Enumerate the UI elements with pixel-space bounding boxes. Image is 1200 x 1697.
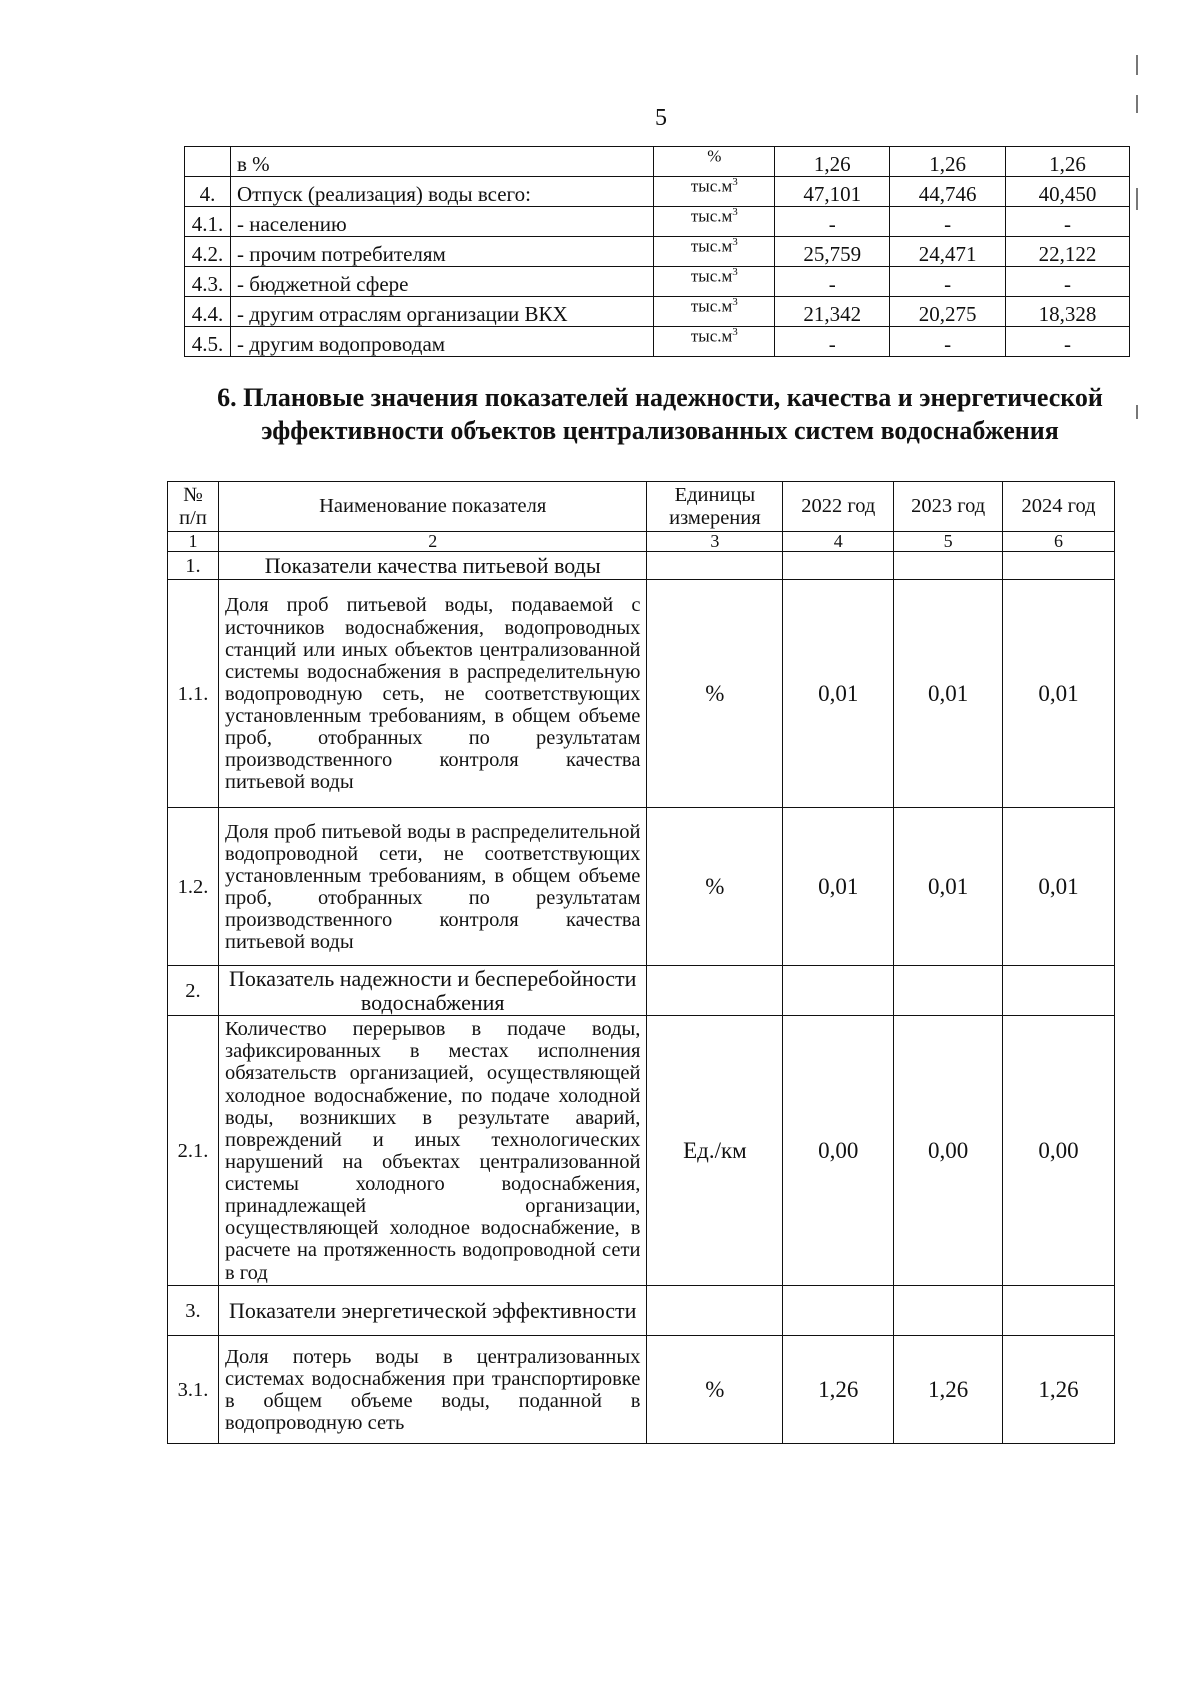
- indicator-name: Доля проб питьевой воды в распределительной водопроводной сети, не соответствующих установленным требованиям, в общем объеме проб, отобранных по результатам производственного контроля качества питьевой воды: [218, 808, 646, 966]
- group-row: [168, 966, 1115, 1016]
- table-row: [185, 207, 1130, 237]
- value-2024: 0,01: [1003, 808, 1115, 966]
- page-number: 5: [655, 105, 667, 131]
- row-name: в %: [230, 147, 653, 177]
- row-number: 2.: [168, 966, 219, 1016]
- unit-superscript: 3: [732, 236, 738, 248]
- value-2022: 1,26: [783, 1336, 894, 1444]
- indicator-row: [168, 1336, 1115, 1444]
- indicator-unit: [647, 966, 783, 1016]
- header-2024: 2024 год: [1003, 482, 1115, 532]
- value-2024: 1,26: [1006, 147, 1130, 177]
- table-row: [185, 177, 1130, 207]
- value-2022: 0,00: [783, 1016, 894, 1286]
- row-name: - населению: [230, 207, 653, 237]
- row-number: 1.2.: [168, 808, 219, 966]
- unit-text: тыс.м: [690, 266, 733, 286]
- value-2023: -: [890, 267, 1006, 297]
- value-2024: 18,328: [1006, 297, 1130, 327]
- indicator-unit: %: [647, 1336, 783, 1444]
- unit-superscript: 3: [732, 206, 738, 218]
- col-number: 3: [647, 532, 783, 552]
- indicator-unit: %: [647, 580, 783, 808]
- header-2022: 2022 год: [783, 482, 894, 532]
- col-number: 6: [1003, 532, 1115, 552]
- value-2023: 1,26: [894, 1336, 1003, 1444]
- value-2022: [783, 552, 894, 580]
- section-title: 6. Плановые значения показателей надежности, качества и энергетической эффективности объектов централизованных систем водоснабжения: [217, 383, 1103, 445]
- indicator-row: [168, 580, 1115, 808]
- value-2023: 0,01: [894, 808, 1003, 966]
- value-2024: 1,26: [1003, 1336, 1115, 1444]
- value-2023: 24,471: [890, 237, 1006, 267]
- unit-text: тыс.м: [690, 176, 733, 196]
- row-number: 3.: [168, 1286, 219, 1336]
- value-2022: -: [775, 207, 890, 237]
- row-unit: [654, 267, 775, 297]
- value-2023: [894, 1286, 1003, 1336]
- col-number: 4: [783, 532, 894, 552]
- indicators-table: [167, 481, 1115, 1444]
- row-number: 4.4.: [185, 297, 231, 327]
- value-2023: -: [890, 327, 1006, 357]
- scan-mark: [1136, 188, 1138, 210]
- indicator-name: Показатель надежности и бесперебойности водоснабжения: [218, 966, 646, 1016]
- value-2023: 20,275: [890, 297, 1006, 327]
- unit-superscript: 3: [732, 296, 738, 308]
- row-unit: [654, 327, 775, 357]
- indicator-unit: [647, 1286, 783, 1336]
- value-2024: [1003, 1286, 1115, 1336]
- header-num: № п/п: [168, 482, 219, 532]
- value-2022: [783, 966, 894, 1016]
- value-2023: 0,00: [894, 1016, 1003, 1286]
- row-name: - другим отраслям организации ВКХ: [230, 297, 653, 327]
- row-number: 4.5.: [185, 327, 231, 357]
- value-2022: 21,342: [775, 297, 890, 327]
- row-number: 3.1.: [168, 1336, 219, 1444]
- unit-text: тыс.м: [690, 326, 733, 346]
- value-2024: -: [1006, 327, 1130, 357]
- table-row: [185, 267, 1130, 297]
- row-name: Отпуск (реализация) воды всего:: [230, 177, 653, 207]
- unit-text: тыс.м: [690, 236, 733, 256]
- row-name: - другим водопроводам: [230, 327, 653, 357]
- value-2022: 25,759: [775, 237, 890, 267]
- value-2023: 0,01: [894, 580, 1003, 808]
- indicator-unit: Ед./км: [647, 1016, 783, 1286]
- scan-mark: [1136, 405, 1138, 419]
- value-2024: [1003, 552, 1115, 580]
- row-unit: [654, 207, 775, 237]
- row-number: 2.1.: [168, 1016, 219, 1286]
- header-unit: Единицы измерения: [647, 482, 783, 532]
- value-2022: -: [775, 267, 890, 297]
- value-2023: 44,746: [890, 177, 1006, 207]
- col-number: 5: [894, 532, 1003, 552]
- value-2024: -: [1006, 207, 1130, 237]
- indicator-row: [168, 808, 1115, 966]
- unit-superscript: 3: [732, 266, 738, 278]
- value-2022: 1,26: [775, 147, 890, 177]
- value-2023: [894, 966, 1003, 1016]
- row-number: 4.: [185, 177, 231, 207]
- release-volume-table: [184, 146, 1130, 357]
- row-number: [185, 147, 231, 177]
- indicator-name: Количество перерывов в подаче воды, зафиксированных в местах исполнения обязательств организацией, осуществляющей холодное водоснабжение, по подаче холодной воды, возникших в результате аварий, повреждений и иных технологических нарушений на объектах централизованной системы холодного водоснабжения, принадлежащей организации, осуществляющей холодное водоснабжение, в расчете на протяженность водопроводной сети в год: [218, 1016, 646, 1286]
- table-row: [185, 147, 1130, 177]
- row-number: 1.: [168, 552, 219, 580]
- table-row: [185, 297, 1130, 327]
- indicator-name: Доля потерь воды в централизованных системах водоснабжения при транспортировке в общем объеме воды, поданной в водопроводную сеть: [218, 1336, 646, 1444]
- value-2022: 47,101: [775, 177, 890, 207]
- group-row: [168, 552, 1115, 580]
- scan-mark: [1136, 95, 1138, 113]
- row-number: 4.2.: [185, 237, 231, 267]
- row-name: - бюджетной сфере: [230, 267, 653, 297]
- indicator-name: Доля проб питьевой воды, подаваемой с источников водоснабжения, водопроводных станций или иных объектов централизованной системы водоснабжения в распределительную водопроводную сеть, не соответствующих установленным требованиям, в общем объеме проб, отобранных по результатам производственного контроля качества питьевой воды: [218, 580, 646, 808]
- value-2022: 0,01: [783, 808, 894, 966]
- unit-text: тыс.м: [690, 206, 733, 226]
- row-unit: [654, 177, 775, 207]
- col-number: 1: [168, 532, 219, 552]
- value-2023: -: [890, 207, 1006, 237]
- row-unit: [654, 147, 775, 177]
- header-row: [168, 482, 1115, 532]
- value-2022: [783, 1286, 894, 1336]
- value-2023: [894, 552, 1003, 580]
- row-unit: [654, 297, 775, 327]
- value-2023: 1,26: [890, 147, 1006, 177]
- value-2022: -: [775, 327, 890, 357]
- value-2024: 0,01: [1003, 580, 1115, 808]
- indicator-name: Показатели энергетической эффективности: [218, 1286, 646, 1336]
- column-numbers-row: [168, 532, 1115, 552]
- col-number: 2: [218, 532, 646, 552]
- unit-text: %: [707, 146, 722, 166]
- indicator-row: [168, 1016, 1115, 1286]
- row-name: - прочим потребителям: [230, 237, 653, 267]
- value-2024: -: [1006, 267, 1130, 297]
- row-number: 1.1.: [168, 580, 219, 808]
- row-number: 4.1.: [185, 207, 231, 237]
- table-row: [185, 327, 1130, 357]
- value-2024: [1003, 966, 1115, 1016]
- unit-superscript: 3: [732, 326, 738, 338]
- value-2022: 0,01: [783, 580, 894, 808]
- table-row: [185, 237, 1130, 267]
- header-2023: 2023 год: [894, 482, 1003, 532]
- indicator-unit: [647, 552, 783, 580]
- value-2024: 22,122: [1006, 237, 1130, 267]
- unit-superscript: 3: [732, 176, 738, 188]
- value-2024: 40,450: [1006, 177, 1130, 207]
- indicator-unit: %: [647, 808, 783, 966]
- row-number: 4.3.: [185, 267, 231, 297]
- group-row: [168, 1286, 1115, 1336]
- row-unit: [654, 237, 775, 267]
- indicator-name: Показатели качества питьевой воды: [218, 552, 646, 580]
- unit-text: тыс.м: [690, 296, 733, 316]
- value-2024: 0,00: [1003, 1016, 1115, 1286]
- header-name: Наименование показателя: [218, 482, 646, 532]
- scan-mark: [1136, 55, 1138, 75]
